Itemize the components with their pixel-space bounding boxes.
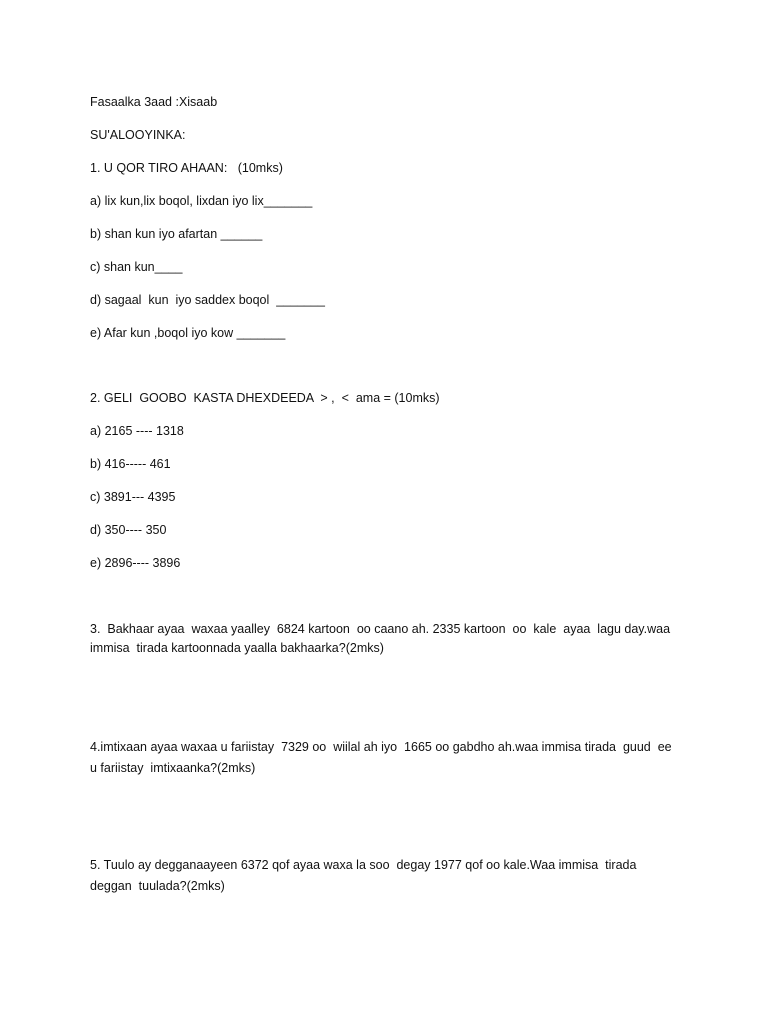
q1-item-d: d) sagaal kun iyo saddex boqol _______ [90,293,325,307]
q2-item-d: d) 350---- 350 [90,523,167,537]
questions-label: SU'ALOOYINKA: [90,128,186,142]
document-heading: Fasaalka 3aad :Xisaab [90,95,218,109]
q4-text-line-2: u fariistay imtixaanka?(2mks) [90,761,256,775]
q5-text-line-1: 5. Tuulo ay degganaayeen 6372 qof ayaa waxa la soo degay 1977 qof oo kale.Waa immisa tirada [90,858,637,872]
q2-item-a: a) 2165 ---- 1318 [90,424,184,438]
q1-item-a: a) lix kun,lix boqol, lixdan iyo lix_______ [90,194,313,208]
q1-item-e: e) Afar kun ,boqol iyo kow _______ [90,326,286,340]
q5-text-line-2: deggan tuulada?(2mks) [90,879,225,893]
q2-title: 2. GELI GOOBO KASTA DHEXDEEDA > , < ama = (10mks) [90,391,440,405]
q3-text-line-2: immisa tirada kartoonnada yaalla bakhaarka?(2mks) [90,641,384,655]
q4-text-line-1: 4.imtixaan ayaa waxaa u fariistay 7329 oo wiilal ah iyo 1665 oo gabdho ah.waa immisa tirada guud ee [90,740,672,754]
q2-item-c: c) 3891--- 4395 [90,490,176,504]
q3-text-line-1: 3. Bakhaar ayaa waxaa yaalley 6824 kartoon oo caano ah. 2335 kartoon oo kale ayaa lagu day.waa [90,622,671,636]
q1-item-c: c) shan kun____ [90,260,183,274]
q2-item-b: b) 416----- 461 [90,457,171,471]
q1-title: 1. U QOR TIRO AHAAN: (10mks) [90,161,283,175]
q2-item-e: e) 2896---- 3896 [90,556,181,570]
q1-item-b: b) shan kun iyo afartan ______ [90,227,263,241]
